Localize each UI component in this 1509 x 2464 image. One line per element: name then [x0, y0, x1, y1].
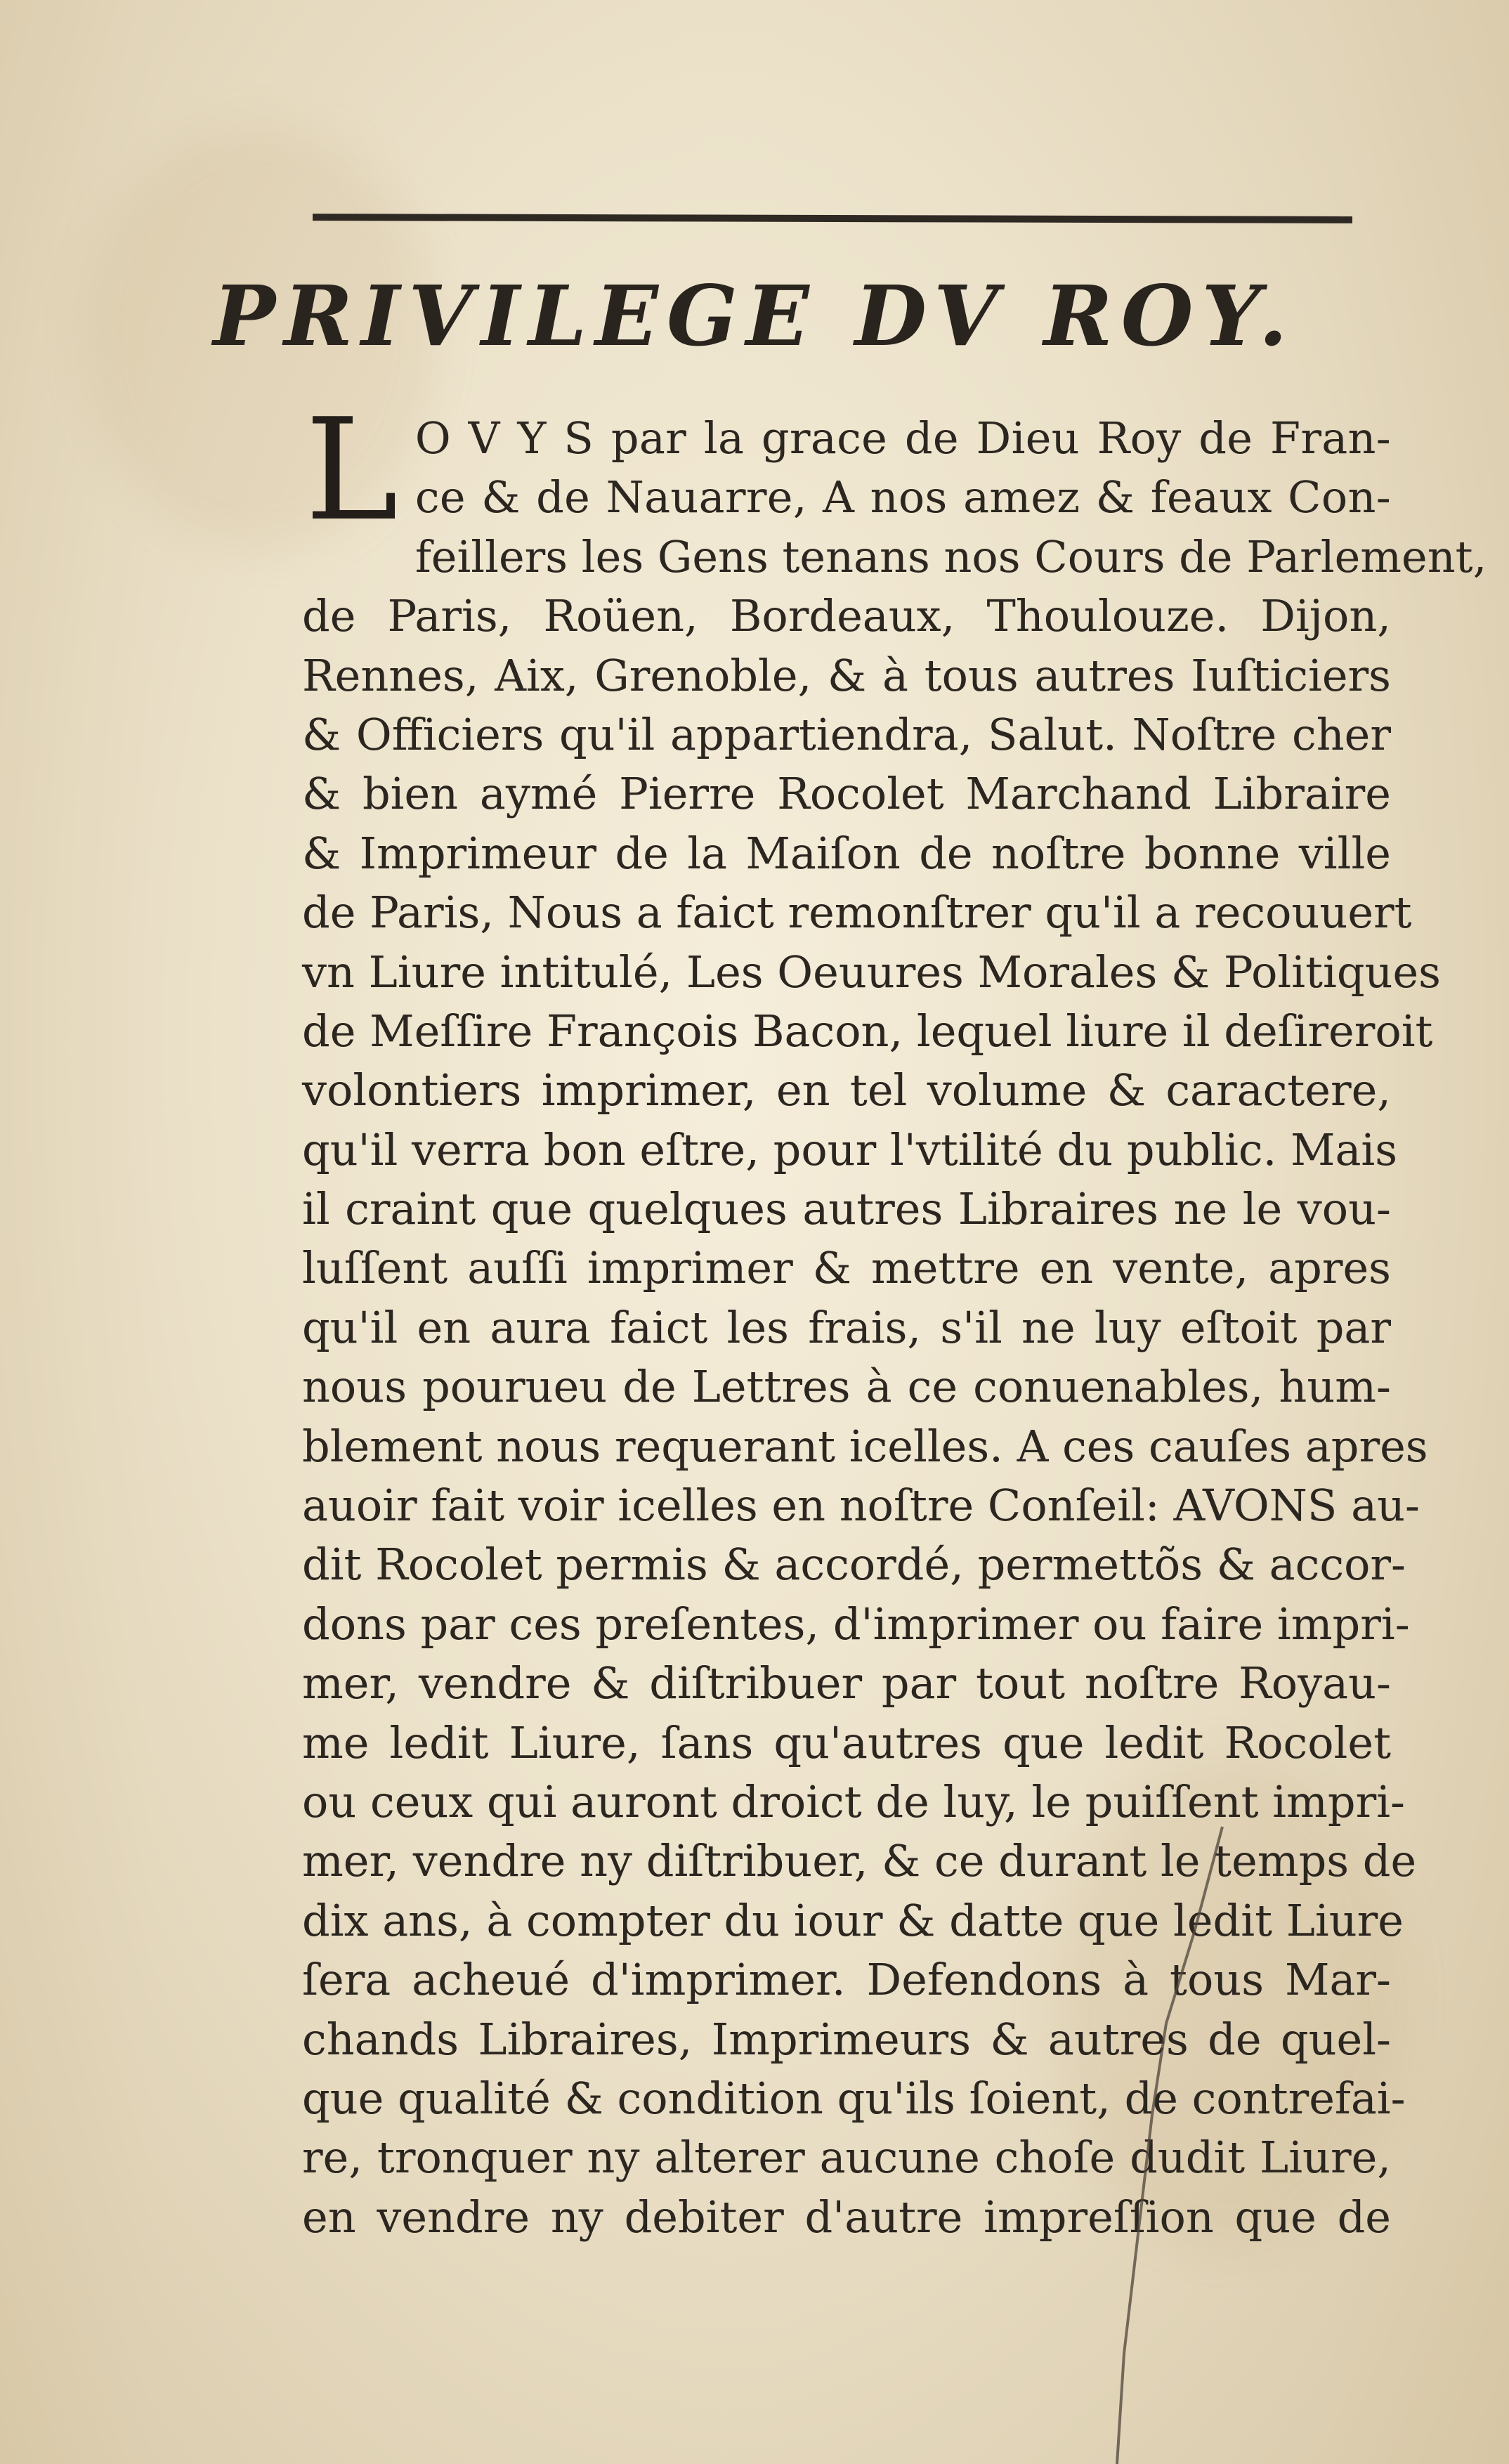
text-line: dons par ces preſentes, d'imprimer ou faire impri- — [302, 1598, 1410, 1650]
text-line: qu'il verra bon eſtre, pour l'vtilité du public. Mais — [302, 1123, 1398, 1175]
text-line: chands Libraires, Imprimeurs & autres de quel- — [302, 2013, 1391, 2065]
drop-cap: L — [305, 389, 398, 552]
text-line: dit Rocolet permis & accordé, permettõs & accor- — [302, 1539, 1406, 1591]
page-title: PRIVILEGE DV ROY. — [213, 267, 1296, 365]
text-line: de Paris, Roüen, Bordeaux, Thoulouze. Dijon, — [302, 590, 1391, 642]
text-line: me ledit Liure, ſans qu'autres que ledit Rocolet — [302, 1716, 1391, 1768]
text-line: de Paris, Nous a faict remonſtrer qu'il a recouuert — [302, 887, 1412, 939]
text-line: auoir fait voir icelles en noſtre Conſeil: AVONS au- — [302, 1480, 1420, 1532]
text-line: vn Liure intitulé, Les Oeuures Morales & Politiques — [302, 946, 1441, 998]
text-line: il craint que quelques autres Libraires ne le vou- — [302, 1183, 1391, 1235]
text-line: re, tronquer ny alterer aucune choſe dudit Liure, — [302, 2132, 1391, 2184]
text-line: ce & de Nauarre, A nos amez & feaux Con- — [414, 471, 1391, 523]
text-line: que qualité & condition qu'ils ſoient, de contrefai- — [302, 2072, 1406, 2124]
text-line: dix ans, à compter du iour & datte que ledit Liure — [302, 1894, 1404, 1946]
text-line: O V Y S par la grace de Dieu Roy de Fran- — [414, 412, 1391, 464]
text-line: en vendre ny debiter d'autre impreſſion que de — [302, 2191, 1391, 2243]
text-line: qu'il en aura faict les frais, s'il ne luy eſtoit par — [302, 1301, 1391, 1353]
text-line: volontiers imprimer, en tel volume & caractere, — [302, 1064, 1391, 1116]
text-line: & Officiers qu'il appartiendra, Salut. Noſtre cher — [302, 708, 1391, 760]
text-line: feillers les Gens tenans nos Cours de Parlement, — [414, 530, 1487, 582]
privilege-text — [302, 389, 1487, 2247]
text-line: blement nous requerant icelles. A ces cauſes apres — [302, 1420, 1428, 1472]
text-line: Rennes, Aix, Grenoble, & à tous autres Iuſticiers — [302, 649, 1391, 701]
text-line: de Meſſire François Bacon, lequel liure il deſireroit — [302, 1005, 1433, 1057]
text-line: ou ceux qui auront droict de luy, le puiſſent impri- — [302, 1775, 1405, 1827]
text-line: nous pourueu de Lettres à ce conuenables, hum- — [302, 1361, 1391, 1413]
text-line: luſſent auſſi imprimer & mettre en vente, apres — [302, 1242, 1391, 1294]
text-line: mer, vendre & diſtribuer par tout noſtre Royau- — [302, 1657, 1391, 1709]
text-line: ſera acheué d'imprimer. Defendons à tous Mar- — [302, 1954, 1391, 2006]
text-line: & bien aymé Pierre Rocolet Marchand Libraire — [302, 768, 1391, 820]
text-line: mer, vendre ny diſtribuer, & ce durant le temps de — [302, 1835, 1417, 1887]
text-line: & Imprimeur de la Maiſon de noſtre bonne ville — [302, 827, 1391, 879]
